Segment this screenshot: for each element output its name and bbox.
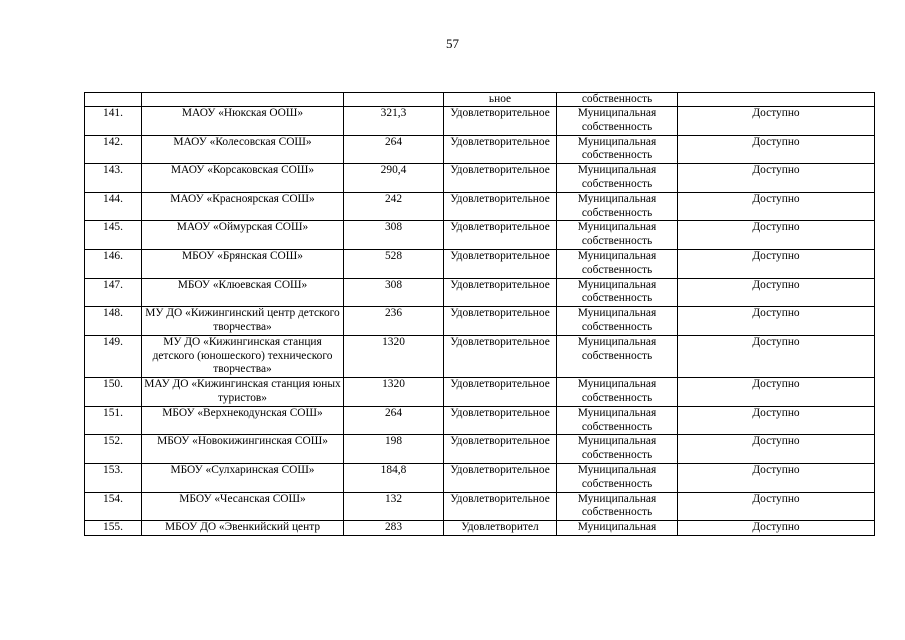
cell-num: 155. — [85, 521, 142, 536]
cell-ownership: Муниципальная собственность — [557, 278, 678, 307]
cell-access: Доступно — [678, 435, 875, 464]
cell-area: 290,4 — [344, 164, 444, 193]
cell-state: Удовлетворительное — [444, 378, 557, 407]
cell-state: Удовлетворительное — [444, 307, 557, 336]
cell-name: МБОУ ДО «Эвенкийский центр — [142, 521, 344, 536]
cell-ownership: Муниципальная собственность — [557, 107, 678, 136]
cell-ownership: Муниципальная собственность — [557, 249, 678, 278]
cell-area: 242 — [344, 192, 444, 221]
table-row — [85, 406, 875, 435]
cell-ownership: Муниципальная собственность — [557, 463, 678, 492]
cell-num: 150. — [85, 378, 142, 407]
cell-ownership: Муниципальная — [557, 521, 678, 536]
cell-area: 1320 — [344, 378, 444, 407]
cell-ownership: Муниципальная собственность — [557, 192, 678, 221]
cell-ownership: Муниципальная собственность — [557, 307, 678, 336]
cell-area: 283 — [344, 521, 444, 536]
table-row — [85, 135, 875, 164]
cell-num: 153. — [85, 463, 142, 492]
cell-access: Доступно — [678, 249, 875, 278]
cell-ownership: Муниципальная собственность — [557, 221, 678, 250]
cell-area — [344, 93, 444, 107]
cell-num: 147. — [85, 278, 142, 307]
cell-name: МУ ДО «Кижингинский центр детского творчества» — [142, 307, 344, 336]
cell-ownership: Муниципальная собственность — [557, 335, 678, 377]
table-row — [85, 463, 875, 492]
cell-area: 264 — [344, 135, 444, 164]
cell-name: МБОУ «Клюевская СОШ» — [142, 278, 344, 307]
cell-access — [678, 93, 875, 107]
cell-name: МБОУ «Новокижингинская СОШ» — [142, 435, 344, 464]
cell-access: Доступно — [678, 492, 875, 521]
cell-num: 151. — [85, 406, 142, 435]
cell-access: Доступно — [678, 192, 875, 221]
table-row — [85, 164, 875, 193]
cell-area: 528 — [344, 249, 444, 278]
cell-num: 142. — [85, 135, 142, 164]
cell-ownership: Муниципальная собственность — [557, 378, 678, 407]
cell-area: 184,8 — [344, 463, 444, 492]
cell-access: Доступно — [678, 164, 875, 193]
cell-num: 145. — [85, 221, 142, 250]
cell-name: МАУ ДО «Кижингинская станция юных туристов» — [142, 378, 344, 407]
table-row-continuation — [85, 93, 875, 107]
cell-name: МБОУ «Брянская СОШ» — [142, 249, 344, 278]
table-row — [85, 278, 875, 307]
cell-area: 1320 — [344, 335, 444, 377]
cell-state: Удовлетворительное — [444, 249, 557, 278]
cell-area: 132 — [344, 492, 444, 521]
cell-name: МБОУ «Верхнекодунская СОШ» — [142, 406, 344, 435]
cell-ownership: Муниципальная собственность — [557, 164, 678, 193]
page-number: 57 — [446, 36, 459, 51]
cell-area: 236 — [344, 307, 444, 336]
cell-state: Удовлетворител — [444, 521, 557, 536]
table-row — [85, 492, 875, 521]
cell-ownership: Муниципальная собственность — [557, 435, 678, 464]
cell-name: МАОУ «Колесовская СОШ» — [142, 135, 344, 164]
cell-name: МАОУ «Нюкская ООШ» — [142, 107, 344, 136]
cell-state: Удовлетворительное — [444, 406, 557, 435]
table-row — [85, 307, 875, 336]
cell-state: Удовлетворительное — [444, 135, 557, 164]
table-row — [85, 521, 875, 536]
cell-access: Доступно — [678, 135, 875, 164]
cell-name: МАОУ «Оймурская СОШ» — [142, 221, 344, 250]
table-row — [85, 435, 875, 464]
cell-name: МАОУ «Корсаковская СОШ» — [142, 164, 344, 193]
cell-state: Удовлетворительное — [444, 192, 557, 221]
cell-state: Удовлетворительное — [444, 335, 557, 377]
cell-state: Удовлетворительное — [444, 107, 557, 136]
cell-ownership: Муниципальная собственность — [557, 406, 678, 435]
cell-ownership: Муниципальная собственность — [557, 492, 678, 521]
table-row — [85, 192, 875, 221]
table-row — [85, 378, 875, 407]
cell-state: Удовлетворительное — [444, 435, 557, 464]
cell-access: Доступно — [678, 307, 875, 336]
cell-name — [142, 93, 344, 107]
table-row — [85, 221, 875, 250]
cell-access: Доступно — [678, 521, 875, 536]
cell-name: МАОУ «Красноярская СОШ» — [142, 192, 344, 221]
cell-state: Удовлетворительное — [444, 492, 557, 521]
cell-state: Удовлетворительное — [444, 221, 557, 250]
cell-area: 321,3 — [344, 107, 444, 136]
cell-num: 148. — [85, 307, 142, 336]
cell-area: 308 — [344, 221, 444, 250]
cell-num: 143. — [85, 164, 142, 193]
cell-num: 152. — [85, 435, 142, 464]
cell-num: 141. — [85, 107, 142, 136]
cell-state: Удовлетворительное — [444, 164, 557, 193]
cell-area: 308 — [344, 278, 444, 307]
facilities-table — [84, 92, 875, 536]
cell-access: Доступно — [678, 278, 875, 307]
cell-state: Удовлетворительное — [444, 463, 557, 492]
cell-access: Доступно — [678, 406, 875, 435]
cell-num: 144. — [85, 192, 142, 221]
cell-access: Доступно — [678, 335, 875, 377]
cell-access: Доступно — [678, 378, 875, 407]
cell-name: МУ ДО «Кижингинская станция детского (юношеского) технического творчества» — [142, 335, 344, 377]
cell-num — [85, 93, 142, 107]
cell-num: 149. — [85, 335, 142, 377]
cell-ownership: Муниципальная собственность — [557, 135, 678, 164]
cell-area: 264 — [344, 406, 444, 435]
cell-name: МБОУ «Сулхаринская СОШ» — [142, 463, 344, 492]
table-body — [85, 93, 875, 536]
table-row — [85, 249, 875, 278]
cell-state: ьное — [444, 93, 557, 107]
cell-access: Доступно — [678, 221, 875, 250]
cell-access: Доступно — [678, 463, 875, 492]
table-row — [85, 107, 875, 136]
cell-area: 198 — [344, 435, 444, 464]
cell-access: Доступно — [678, 107, 875, 136]
cell-num: 154. — [85, 492, 142, 521]
table-row — [85, 335, 875, 377]
cell-ownership: собственность — [557, 93, 678, 107]
cell-state: Удовлетворительное — [444, 278, 557, 307]
cell-num: 146. — [85, 249, 142, 278]
cell-name: МБОУ «Чесанская СОШ» — [142, 492, 344, 521]
